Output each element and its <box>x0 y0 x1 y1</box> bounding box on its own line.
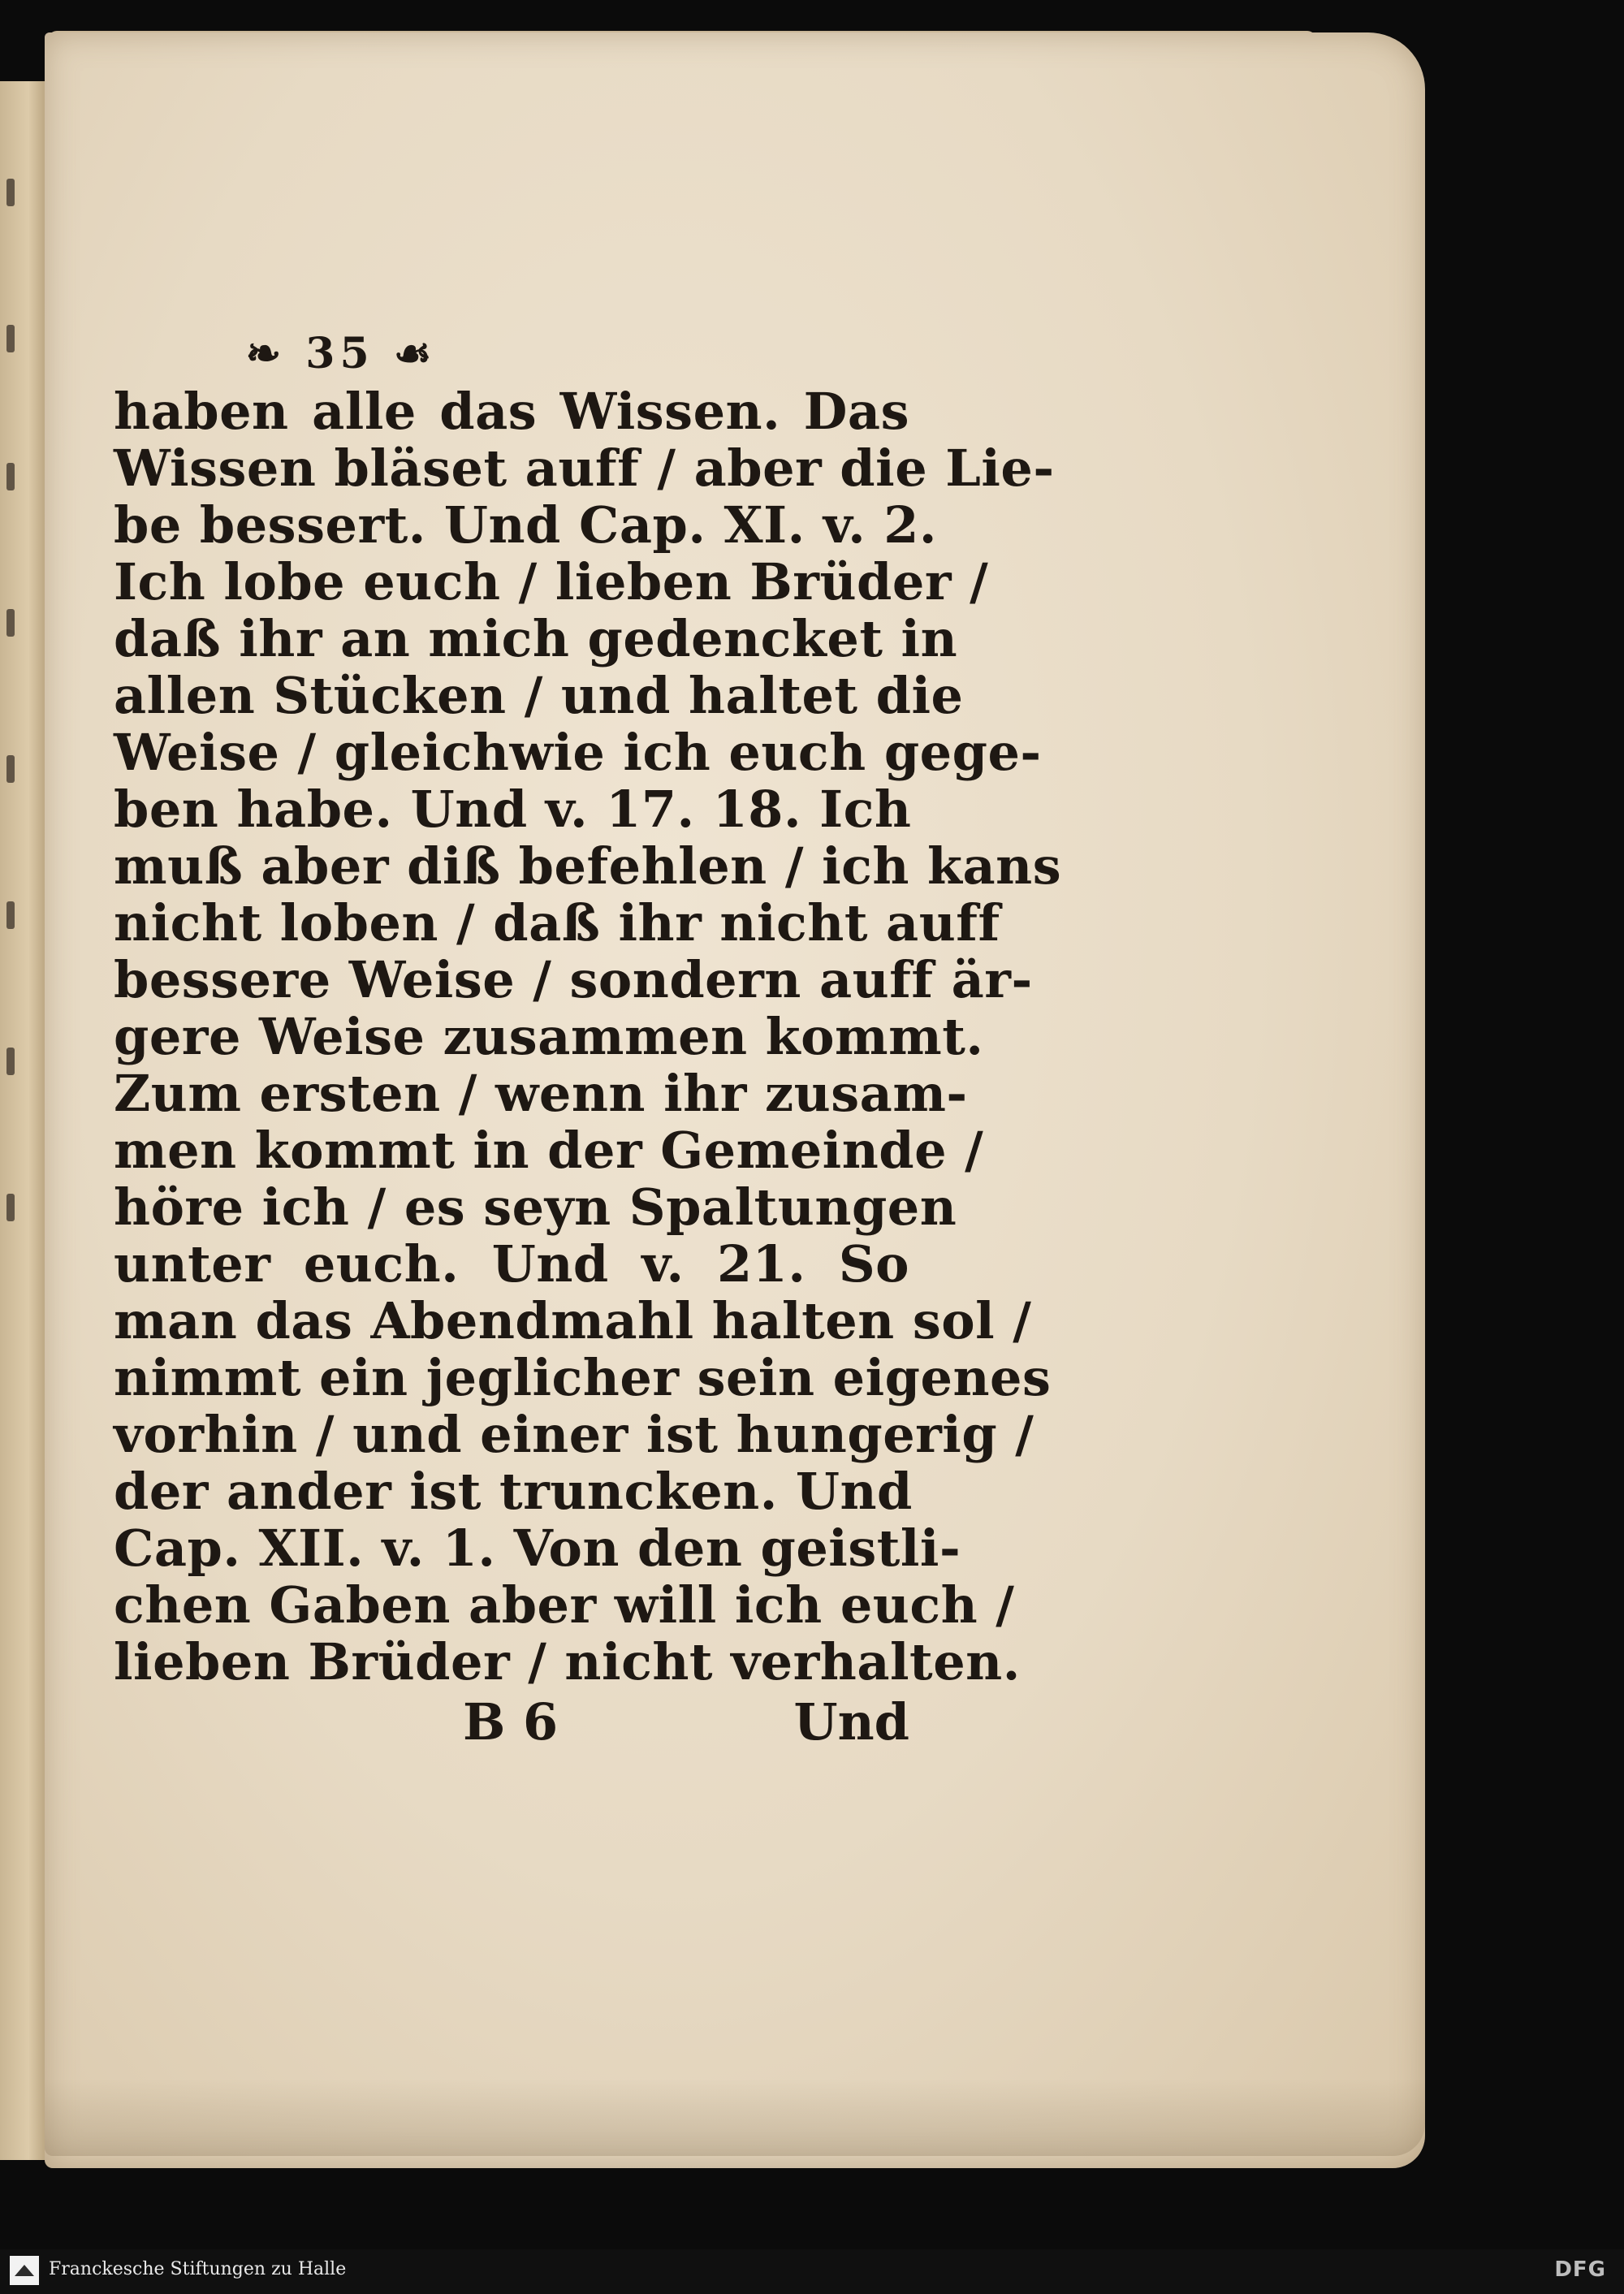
building-icon[interactable] <box>10 2256 39 2285</box>
text-line: Weise / gleichwie ich euch gege- <box>114 723 1042 782</box>
page-shadow <box>45 2079 1425 2156</box>
text-line: Ich lobe euch / lieben Brüder / <box>114 552 989 611</box>
text-line: der ander ist truncken. Und <box>114 1462 913 1521</box>
text-line: haben alle das Wissen. Das <box>114 382 909 441</box>
text-line: muß aber diß befehlen / ich kans <box>114 836 1062 896</box>
ink-mark <box>6 901 15 929</box>
ink-mark <box>6 325 15 352</box>
page-number: 35 <box>305 329 374 378</box>
institution-name[interactable]: Franckesche Stiftungen zu Halle <box>49 2259 347 2279</box>
signature-mark: B 6 <box>463 1692 559 1752</box>
text-line: daß ihr an mich gedencket in <box>114 609 958 668</box>
text-line: Zum ersten / wenn ihr zusam- <box>114 1064 968 1123</box>
catchword: Und <box>793 1692 909 1752</box>
page-text <box>114 325 1062 1752</box>
text-line: allen Stücken / und haltet die <box>114 666 964 725</box>
text-line: man das Abendmahl halten sol / <box>114 1291 1032 1350</box>
ink-mark <box>6 1194 15 1221</box>
text-line: höre ich / es seyn Spaltungen <box>114 1177 957 1237</box>
text-line: lieben Brüder / nicht verhalten. <box>114 1632 1021 1691</box>
text-line: men kommt in der Gemeinde / <box>114 1121 984 1180</box>
text-line: nicht loben / daß ihr nicht auff <box>114 893 1000 953</box>
ornament-right-icon: ☙ <box>374 329 437 378</box>
text-line: nimmt ein jeglicher sein eigenes <box>114 1348 1052 1407</box>
text-line: gere Weise zusammen kommt. <box>114 1007 984 1066</box>
ink-mark <box>6 179 15 206</box>
text-line: chen Gaben aber will ich euch / <box>114 1575 1015 1635</box>
text-line: Cap. XII. v. 1. Von den geistli- <box>114 1519 961 1578</box>
ink-mark <box>6 463 15 490</box>
text-line: be bessert. Und Cap. XI. v. 2. <box>114 495 937 555</box>
text-line: Wissen bläset auff / aber die Lie- <box>114 438 1055 498</box>
funder-logo[interactable]: DFG <box>1554 2257 1606 2282</box>
ink-mark <box>6 1048 15 1075</box>
text-line: vorhin / und einer ist hungerig / <box>114 1405 1034 1464</box>
ink-mark <box>6 609 15 637</box>
ornament-left-icon: ❧ <box>245 329 306 378</box>
text-line: ben habe. Und v. 17. 18. Ich <box>114 780 912 839</box>
ink-mark <box>6 755 15 783</box>
page-number-header <box>146 325 536 383</box>
page-footer <box>114 1694 909 1751</box>
adjacent-page-edge <box>0 81 50 2160</box>
text-line: unter euch. Und v. 21. So <box>114 1234 909 1294</box>
text-line: bessere Weise / sondern auff är- <box>114 950 1033 1009</box>
